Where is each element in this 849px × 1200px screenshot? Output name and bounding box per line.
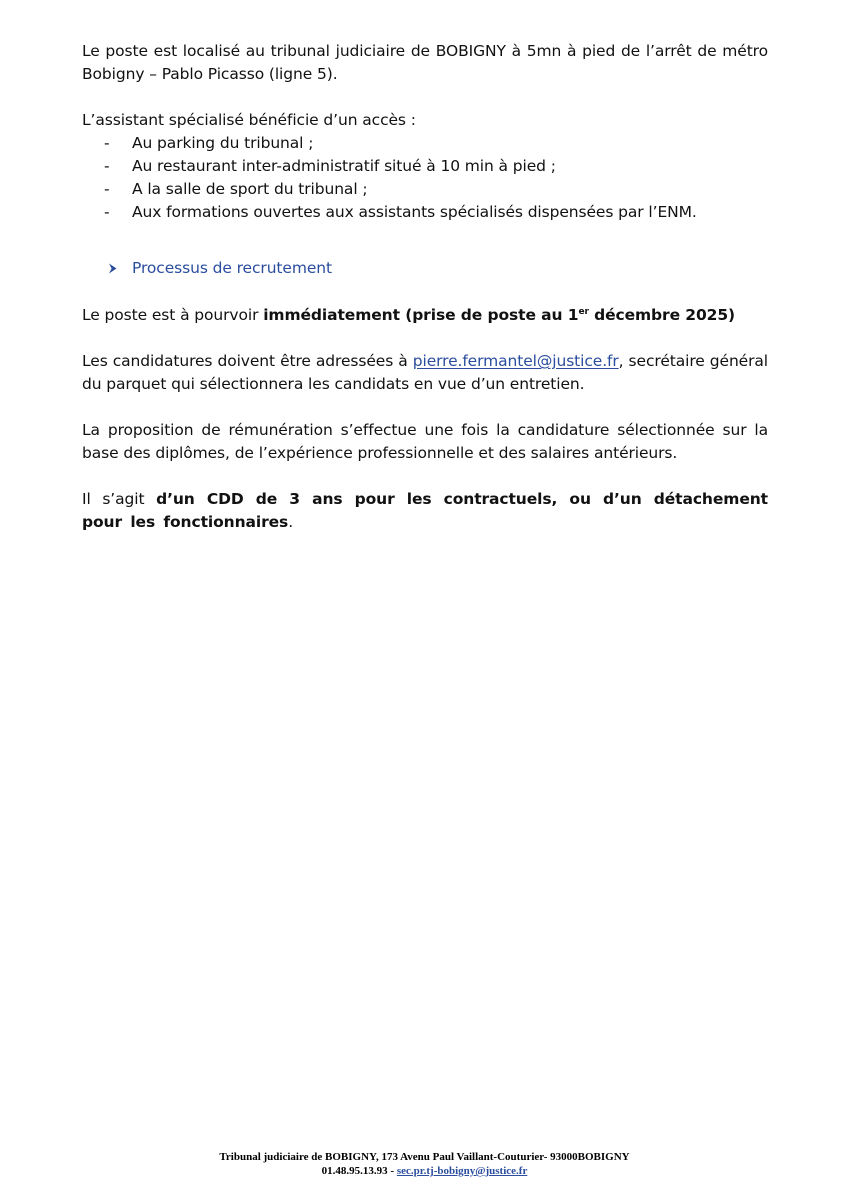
- remuneration-paragraph: La proposition de rémunération s’effectue une fois la candidature sélectionnée sur la base des diplômes, de l’expérience professionnelle et des salaires antérieurs.: [82, 421, 768, 462]
- spacer: [82, 224, 768, 247]
- footer-email-link[interactable]: sec.pr.tj-bobigny@justice.fr: [396, 1165, 528, 1177]
- footer-address: Tribunal judiciaire de BOBIGNY, 173 Avenu Paul Vaillant-Couturier- 93000BOBIGNY: [219, 1151, 630, 1163]
- applications-suffix: , secrétaire général du parquet qui sélectionnera les candidats en vue d’un entretien.: [82, 352, 768, 393]
- list-item-text: Au parking du tribunal ;: [132, 134, 314, 152]
- chevron-right-icon: [82, 263, 132, 274]
- footer-contact: [0, 1164, 849, 1178]
- spacer: [82, 396, 768, 419]
- access-list: [82, 132, 768, 224]
- spacer: [82, 86, 768, 109]
- contact-email-link[interactable]: pierre.fermantel@justice.fr: [412, 352, 619, 370]
- list-item-text: A la salle de sport du tribunal ;: [132, 180, 368, 198]
- footer-separator: -: [387, 1165, 397, 1177]
- bullet-dash: -: [104, 180, 110, 198]
- applications-paragraph: [82, 350, 768, 396]
- start-bold-end: décembre 2025): [588, 306, 736, 324]
- spacer: [82, 281, 768, 304]
- start-date-paragraph: [82, 304, 768, 327]
- list-item-text: Aux formations ouvertes aux assistants spécialisés dispensées par l’ENM.: [132, 203, 697, 221]
- contract-prefix: Il s’agit: [82, 490, 157, 508]
- applications-prefix: Les candidatures doivent être adressées à: [82, 352, 413, 370]
- document-body: [82, 40, 768, 534]
- section-heading: [82, 257, 768, 280]
- contract-suffix: .: [288, 513, 294, 531]
- footer-phone: 01.48.95.13.93: [321, 1165, 388, 1177]
- bullet-dash: -: [104, 203, 110, 221]
- section-heading-label: Processus de recrutement: [132, 259, 332, 277]
- spacer: [82, 465, 768, 488]
- contract-paragraph: [82, 488, 768, 534]
- bullet-dash: -: [104, 157, 110, 175]
- ordinal-suffix: er: [578, 306, 589, 317]
- start-bold: immédiatement (prise de poste au 1: [263, 306, 579, 324]
- access-lead: L’assistant spécialisé bénéficie d’un accès :: [82, 111, 416, 129]
- bullet-dash: -: [104, 134, 110, 152]
- list-item: [82, 155, 768, 178]
- list-item-text: Au restaurant inter-administratif situé à 10 min à pied ;: [132, 157, 556, 175]
- location-paragraph: Le poste est localisé au tribunal judiciaire de BOBIGNY à 5mn à pied de l’arrêt de métro Bobigny – Pablo Picasso (ligne 5).: [82, 42, 768, 83]
- contract-bold: d’un CDD de 3 ans pour les contractuels, ou d’un détachement pour les fonctionnaires: [82, 490, 768, 531]
- spacer: [82, 327, 768, 350]
- page-footer: [0, 1150, 849, 1178]
- list-item: [82, 132, 768, 155]
- start-prefix: Le poste est à pourvoir: [82, 306, 264, 324]
- list-item: [82, 201, 768, 224]
- list-item: [82, 178, 768, 201]
